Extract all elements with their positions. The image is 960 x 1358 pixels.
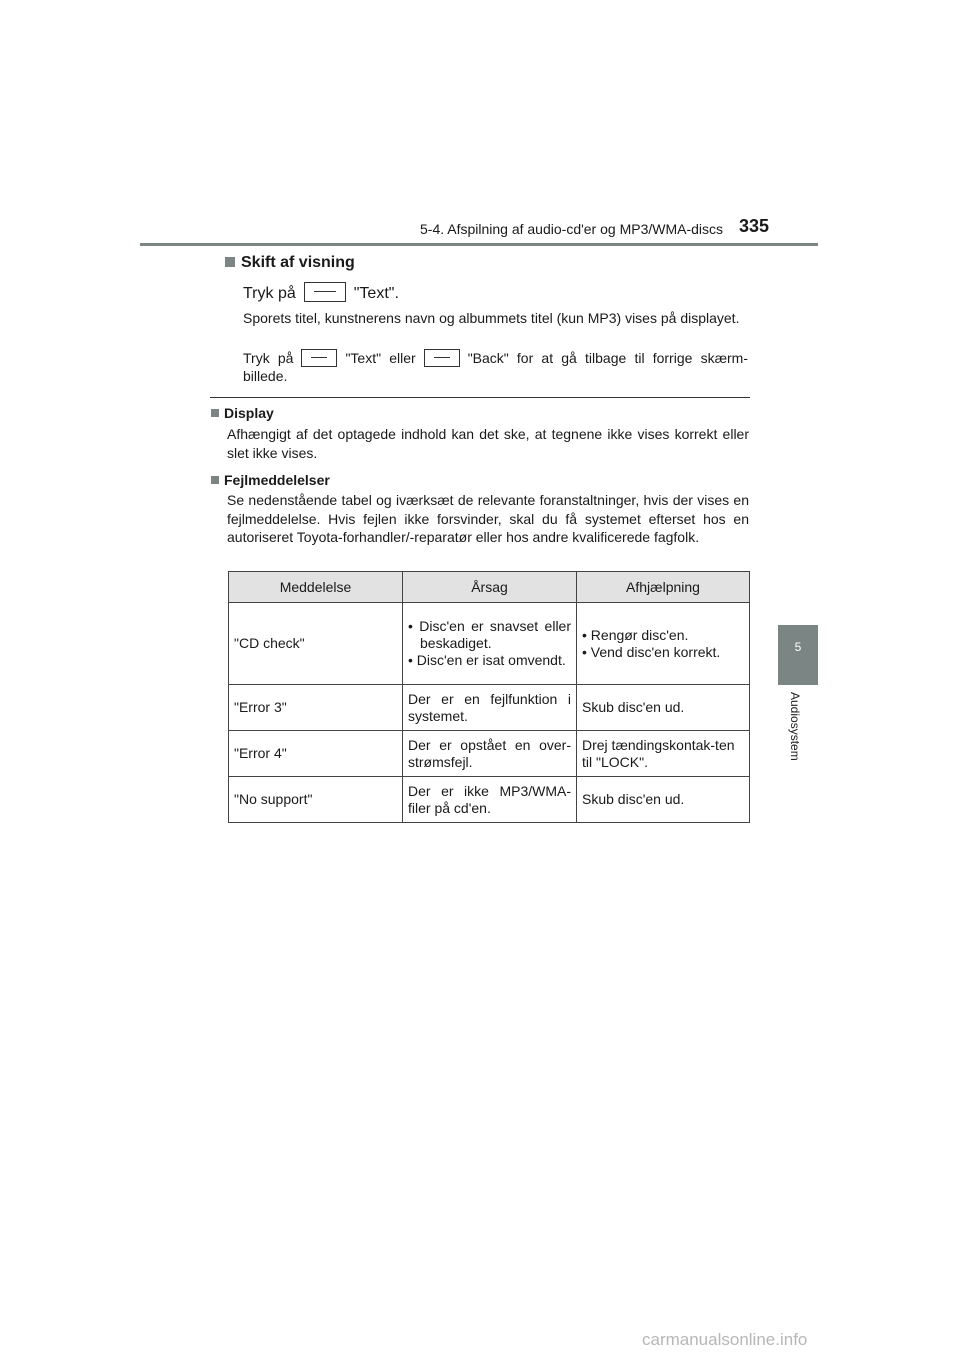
subheading-error-messages: [211, 472, 330, 488]
display-body: Afhængigt af det optagede indhold kan det ske, at tegnene ikke vises korrekt eller slet ikke vises.: [227, 426, 749, 461]
message-cell: "Error 4": [229, 731, 403, 777]
cause-cell: Der er en fejlfunktion i systemet.: [403, 685, 577, 731]
error-heading-text: Fejlmeddelelser: [224, 472, 330, 488]
list-item: • Disc'en er snavset eller beskadiget.: [408, 618, 571, 651]
remedy-cell: [577, 603, 750, 685]
back-suffix: "Back" for at gå tilbage til forrige skærm-billede.: [243, 350, 749, 384]
table-row: [229, 777, 750, 823]
list-item: • Rengør disc'en.: [582, 626, 689, 643]
chapter-label: Audiosystem: [788, 692, 802, 761]
column-header: Meddelelse: [229, 572, 403, 603]
watermark: carmanualsonline.info: [642, 1330, 808, 1349]
instruction-text-button: [243, 282, 399, 303]
error-table: [228, 571, 750, 823]
section-divider: [210, 397, 750, 398]
cause-cell: Der er opstået en over-strømsfejl.: [403, 731, 577, 777]
running-header-title: 5-4. Afspilning af audio-cd'er og MP3/WMA-discs: [420, 221, 724, 237]
text-button-icon: [304, 282, 346, 302]
table-row: [229, 685, 750, 731]
remedy-cell: Drej tændingskontak-ten til "LOCK".: [577, 731, 750, 777]
column-header: Årsag: [403, 572, 577, 603]
back-mid: "Text" eller: [345, 350, 416, 366]
page-number: 335: [739, 216, 770, 236]
section-heading-skift: [225, 254, 355, 272]
display-heading-text: Display: [224, 405, 274, 421]
cause-cell: Der er ikke MP3/WMA-filer på cd'en.: [403, 777, 577, 823]
table-header-row: [229, 572, 750, 603]
text-button-icon: [301, 349, 337, 367]
instruction-suffix: "Text".: [353, 285, 399, 302]
header-rule: [140, 243, 818, 246]
remedy-cell: Skub disc'en ud.: [577, 685, 750, 731]
cause-cell: [403, 603, 577, 685]
instruction-prefix: Tryk på: [243, 285, 296, 302]
square-bullet-icon: [225, 257, 235, 267]
message-cell: "Error 3": [229, 685, 403, 731]
message-cell: "No support": [229, 777, 403, 823]
list-item: • Vend disc'en korrekt.: [582, 643, 721, 660]
message-cell: "CD check": [229, 603, 403, 685]
subheading-display: [211, 405, 274, 421]
back-button-icon: [424, 349, 460, 367]
table-row: [229, 731, 750, 777]
chapter-tab: 5: [778, 625, 818, 685]
error-body: Se nedenstående tabel og iværksæt de relevante foranstaltninger, hvis der vises en fejlmeddelelse. Hvis fejlen ikke forsvinder, skal du få systemet efterset hos en autoriseret Toyota-forhandler/-reparatør eller hos andre kvalificerede fagfolk.: [227, 492, 749, 545]
square-bullet-icon: [211, 476, 219, 484]
display-description: Sporets titel, kunstnerens navn og albummets titel (kun MP3) vises på displayet.: [243, 310, 740, 326]
list-item: • Disc'en er isat omvendt.: [408, 652, 566, 668]
back-instruction: [243, 349, 748, 385]
table-row: [229, 603, 750, 685]
back-prefix: Tryk på: [243, 350, 294, 366]
column-header: Afhjælpning: [577, 572, 750, 603]
heading-text: Skift af visning: [241, 254, 355, 271]
square-bullet-icon: [211, 409, 219, 417]
remedy-cell: Skub disc'en ud.: [577, 777, 750, 823]
